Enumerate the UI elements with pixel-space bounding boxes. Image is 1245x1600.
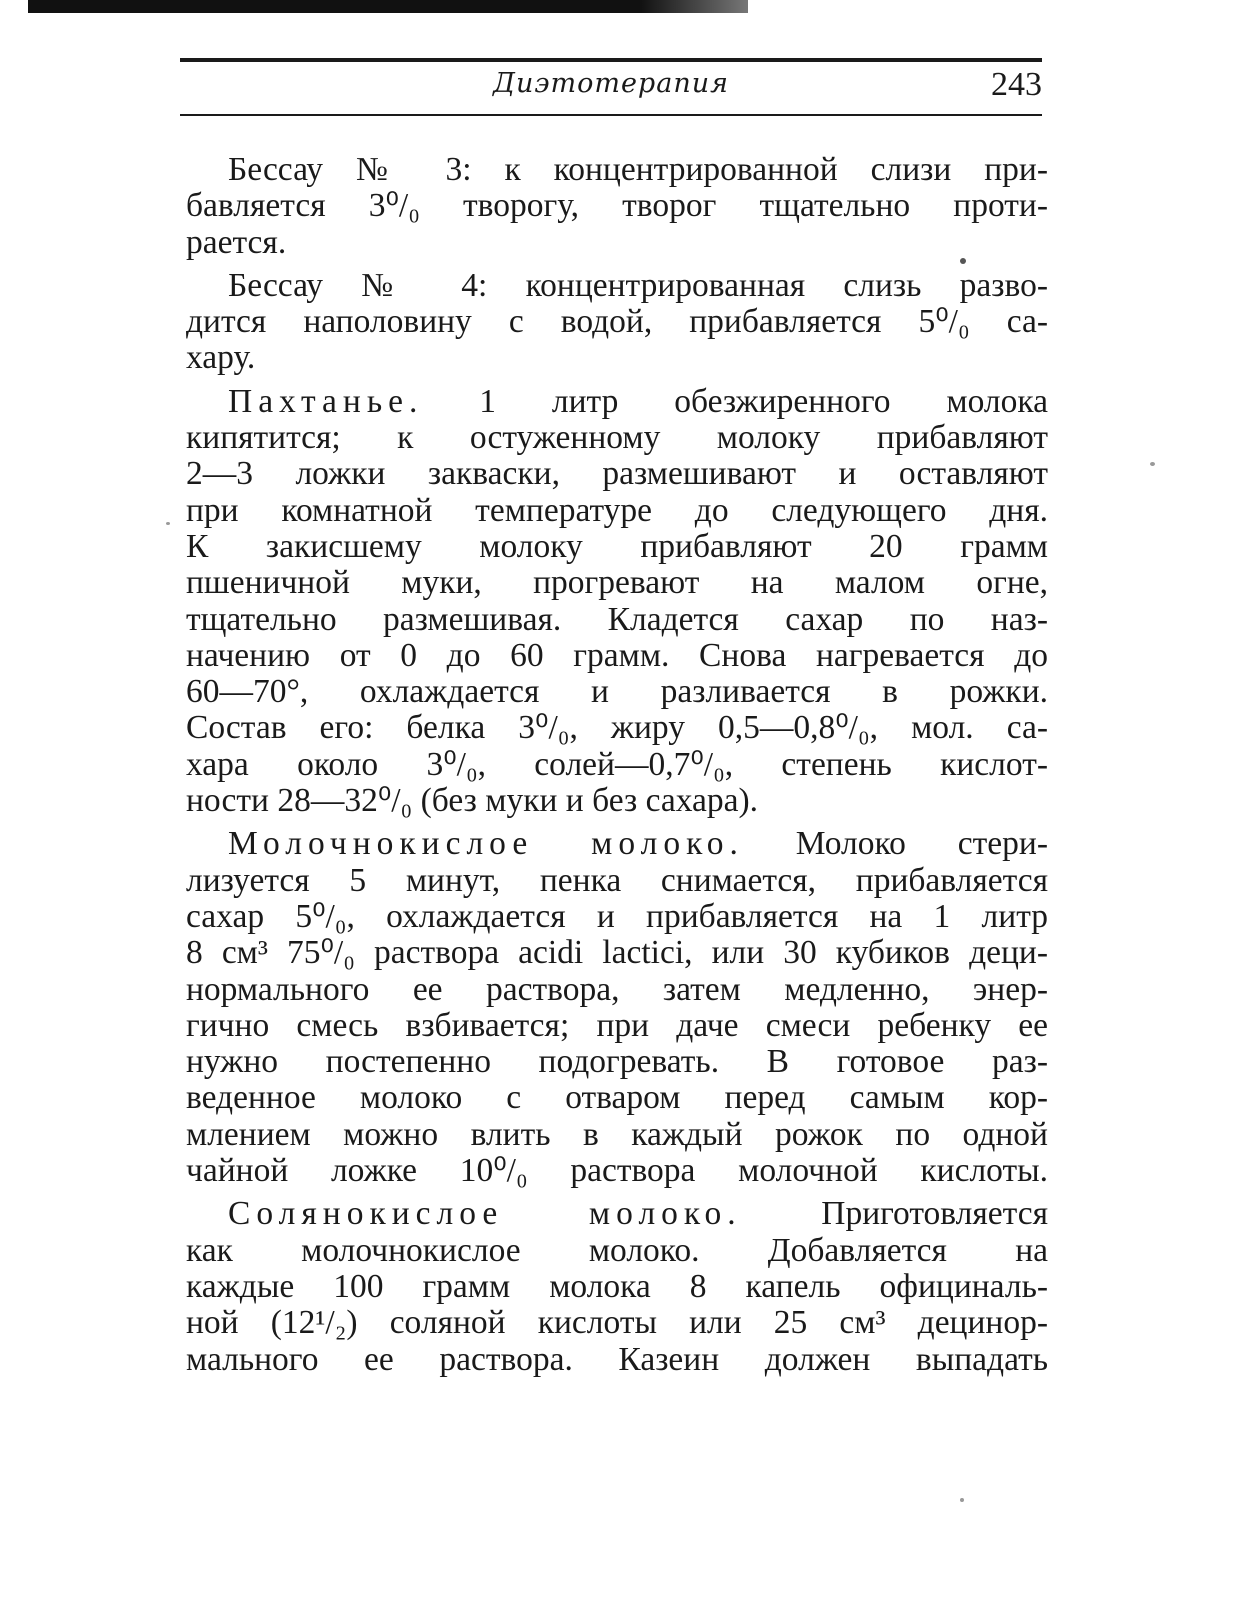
spaced-term: Солянокислое молоко. (228, 1195, 742, 1233)
text-line: лизуется 5 минут, пенка снимается, прибавляется (186, 861, 1048, 899)
page-header (180, 58, 1042, 116)
text-line: бавляется 3⁰/₀ творогу, творог тщательно проти- (186, 187, 1048, 225)
text-line: хара около 3⁰/₀, солей—0,7⁰/₀, степень кислот- (186, 745, 1048, 783)
text-line: каждые 100 грамм молока 8 капель официналь- (186, 1267, 1048, 1305)
text-line: как молочнокислое молоко. Добавляется на (186, 1231, 1048, 1269)
text-line: хару. (186, 339, 256, 377)
text-line: ной (12¹/₂) соляной кислоты или 25 см³ децинор- (186, 1304, 1048, 1342)
spaced-term: Молочнокислое молоко. (228, 825, 744, 863)
paragraph-hydrochloric-milk (186, 1196, 1048, 1377)
text-line: рается. (186, 223, 287, 261)
running-title: Диэтотерапия (493, 68, 729, 99)
paragraph-bessau-4 (186, 268, 1048, 377)
text-line: К закисшему молоку прибавляют 20 грамм (186, 527, 1048, 565)
text-line: Бессау № 4: концентрированная слизь разво- (228, 266, 1048, 304)
text-line: сахар 5⁰/₀, охлаждается и прибавляется на 1 литр (186, 897, 1048, 935)
text-line: гично смесь взбивается; при даче смеси ребенку ее (186, 1006, 1048, 1044)
text-line: 60—70°, охлаждается и разливается в рожки. (186, 673, 1048, 711)
spaced-term: Пахтанье. (228, 382, 424, 420)
paragraph-lactic-milk (186, 826, 1048, 1189)
body-text (186, 152, 1048, 1378)
text-run: Молоко стери- (743, 825, 1048, 863)
text-line: Бессау № 3: к концентрированной слизи при- (228, 151, 1048, 188)
scan-edge-bar (28, 0, 748, 13)
page-number: 243 (991, 66, 1042, 103)
text-line: тщательно размешивая. Кладется сахар по наз- (186, 600, 1048, 638)
text-line: млением можно влить в каждый рожок по одной (186, 1115, 1048, 1153)
scan-speck (960, 1498, 964, 1502)
scan-speck (1150, 462, 1155, 466)
scan-speck (960, 258, 966, 264)
paragraph-bessau-3 (186, 152, 1048, 261)
text-line: мального ее раствора. Казеин должен выпадать (186, 1340, 1048, 1378)
text-line: дится наполовину с водой, прибавляется 5⁰/₀ са- (186, 303, 1048, 341)
text-run: Приготовляется (741, 1195, 1048, 1233)
text-line: 2—3 ложки закваски, размешивают и оставляют (186, 455, 1048, 493)
text-line: при комнатной температуре до следующего дня. (186, 491, 1048, 529)
text-line: нужно постепенно подогревать. В готовое раз- (186, 1043, 1048, 1081)
text-line: веденное молоко с отваром перед самым кор- (186, 1079, 1048, 1117)
text-line: кипятится; к остуженному молоку прибавляют (186, 419, 1048, 457)
text-line: чайной ложке 10⁰/₀ раствора молочной кислоты. (186, 1152, 1048, 1190)
text-line: начению от 0 до 60 грамм. Снова нагревается до (186, 636, 1048, 674)
text-line: 8 см³ 75⁰/₀ раствора acidi lactici, или 30 кубиков деци- (186, 934, 1048, 972)
paragraph-pakhtanye (186, 384, 1048, 820)
text-line (186, 1196, 1048, 1232)
text-line: ности 28—32⁰/₀ (без муки и без сахара). (186, 782, 759, 820)
text-line: нормального ее раствора, затем медленно, энер- (186, 970, 1048, 1008)
text-line (186, 826, 1048, 862)
text-line (186, 384, 1048, 420)
text-line: пшеничной муки, прогревают на малом огне, (186, 564, 1048, 602)
scan-speck (166, 522, 170, 525)
text-run: 1 литр обезжиренного молока (423, 382, 1048, 420)
text-line: Состав его: белка 3⁰/₀, жиру 0,5—0,8⁰/₀, мол. са- (186, 709, 1048, 747)
